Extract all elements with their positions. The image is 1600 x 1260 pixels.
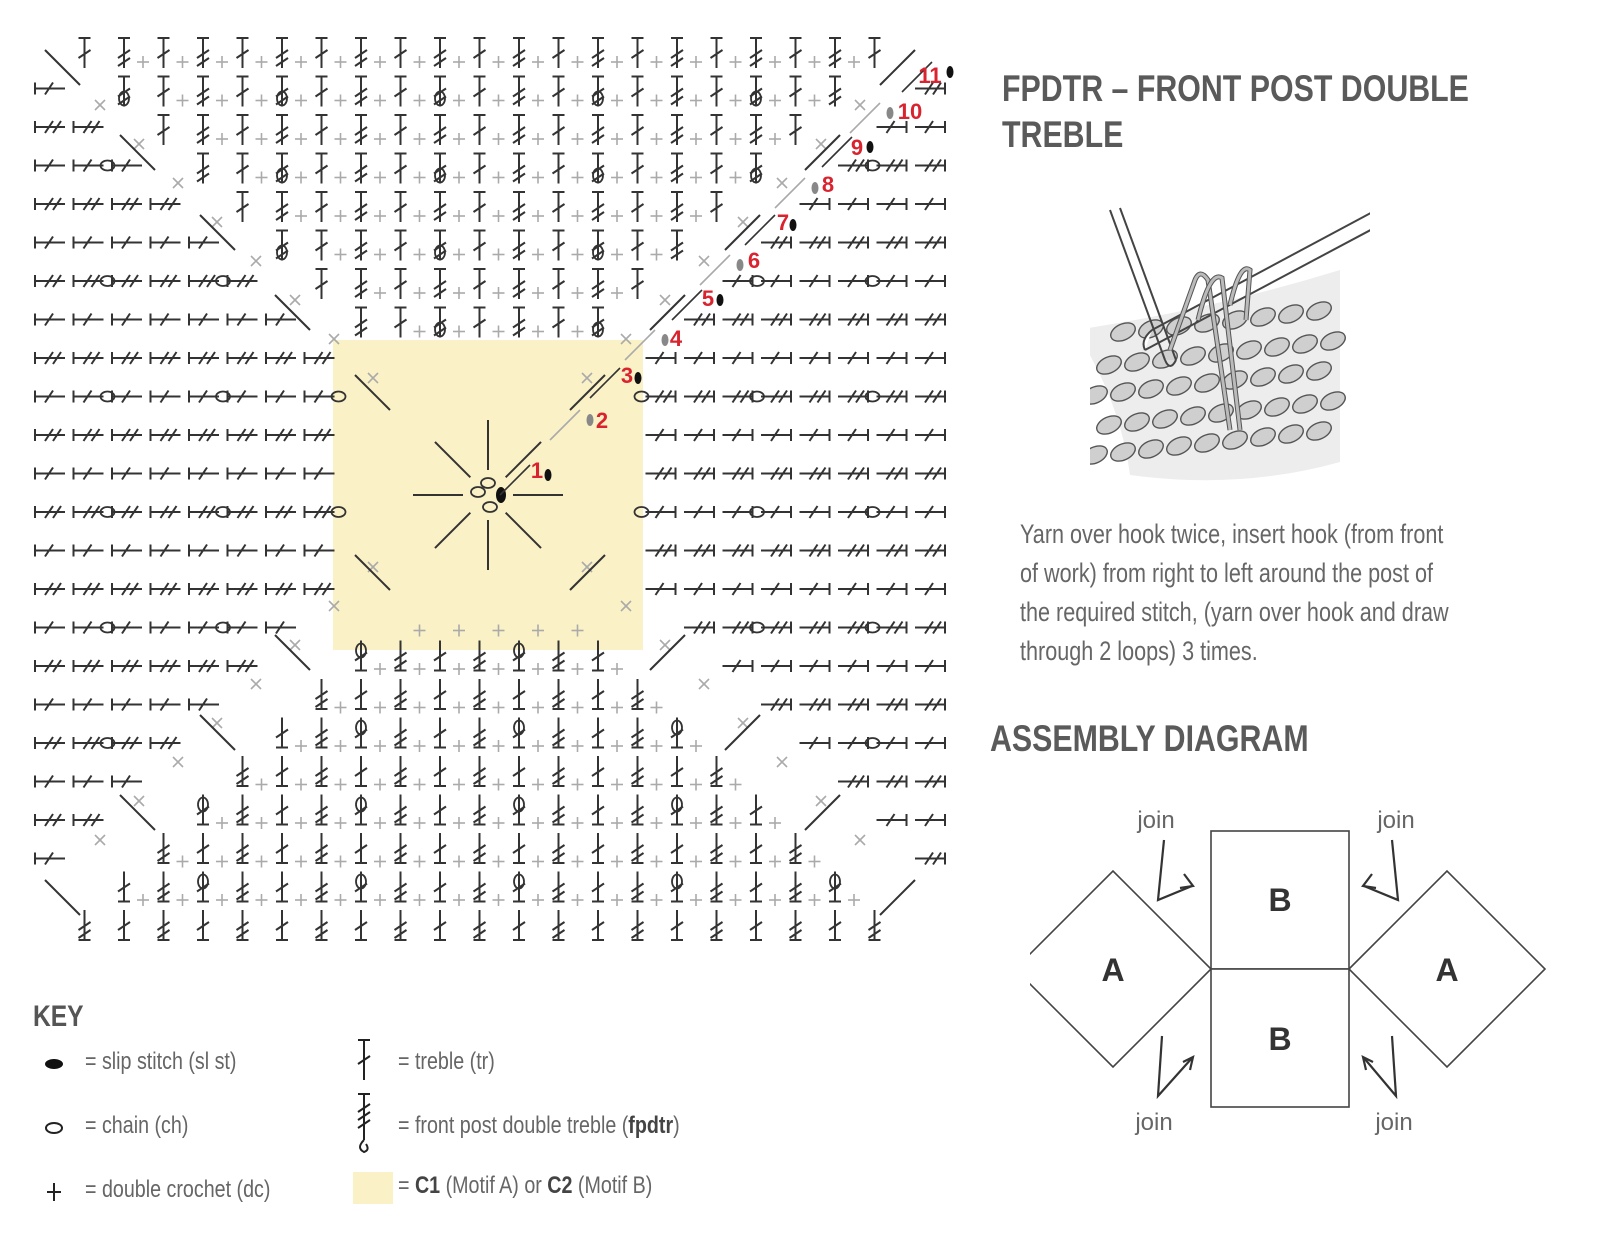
fpdtr-icon [352,1090,376,1156]
key-highlight-label: = C1 (Motif A) or C2 (Motif B) [398,1172,653,1199]
round-number-2: 2 [595,408,609,433]
double-crochet-icon [40,1178,68,1206]
key-double-crochet-label: = double crochet (dc) [85,1176,271,1203]
round-number-11: 11 [918,63,942,88]
center-highlight [333,340,643,650]
motif-label-a-right: A [1435,952,1459,988]
treble-icon [352,1036,376,1084]
fpdtr-illustration [1090,200,1370,490]
round-number-10: 10 [897,99,923,124]
key-chain-label: = chain (ch) [85,1112,189,1139]
join-label-bottom-left: join [1135,1109,1173,1136]
highlight-swatch [353,1172,393,1204]
key-title: KEY [33,1000,84,1033]
motif-label-b-bottom: B [1268,1021,1292,1057]
motif-label-a-left: A [1101,952,1125,988]
assembly-diagram [1030,800,1590,1150]
round-number-9: 9 [850,135,864,160]
join-label-bottom-right: join [1375,1109,1413,1136]
key-slip-stitch-label: = slip stitch (sl st) [85,1048,237,1075]
assembly-title: ASSEMBLY DIAGRAM [990,718,1309,759]
key-fpdtr-label: = front post double treble (fpdtr) [398,1112,680,1139]
fpdtr-title: FPDTR – FRONT POST DOUBLE TREBLE [1002,68,1469,155]
round-number-3: 3 [620,363,634,388]
key-treble-label: = treble (tr) [398,1048,495,1075]
round-number-8: 8 [821,172,835,197]
round-number-5: 5 [701,286,715,311]
slip-stitch-icon [40,1052,68,1076]
crochet-chart [0,0,960,980]
motif-label-b-top: B [1268,882,1292,918]
round-number-6: 6 [747,248,761,273]
join-label-top-right: join [1377,807,1415,834]
chain-icon [40,1116,68,1140]
fpdtr-description: Yarn over hook twice, insert hook (from front of work) from right to left around the post of the required stitch, (yarn over hook and draw through 2 loops) 3 times. [1020,519,1449,666]
join-label-top-left: join [1137,807,1175,834]
round-number-4: 4 [669,326,683,351]
round-number-7: 7 [776,210,790,235]
round-number-1: 1 [530,458,544,483]
